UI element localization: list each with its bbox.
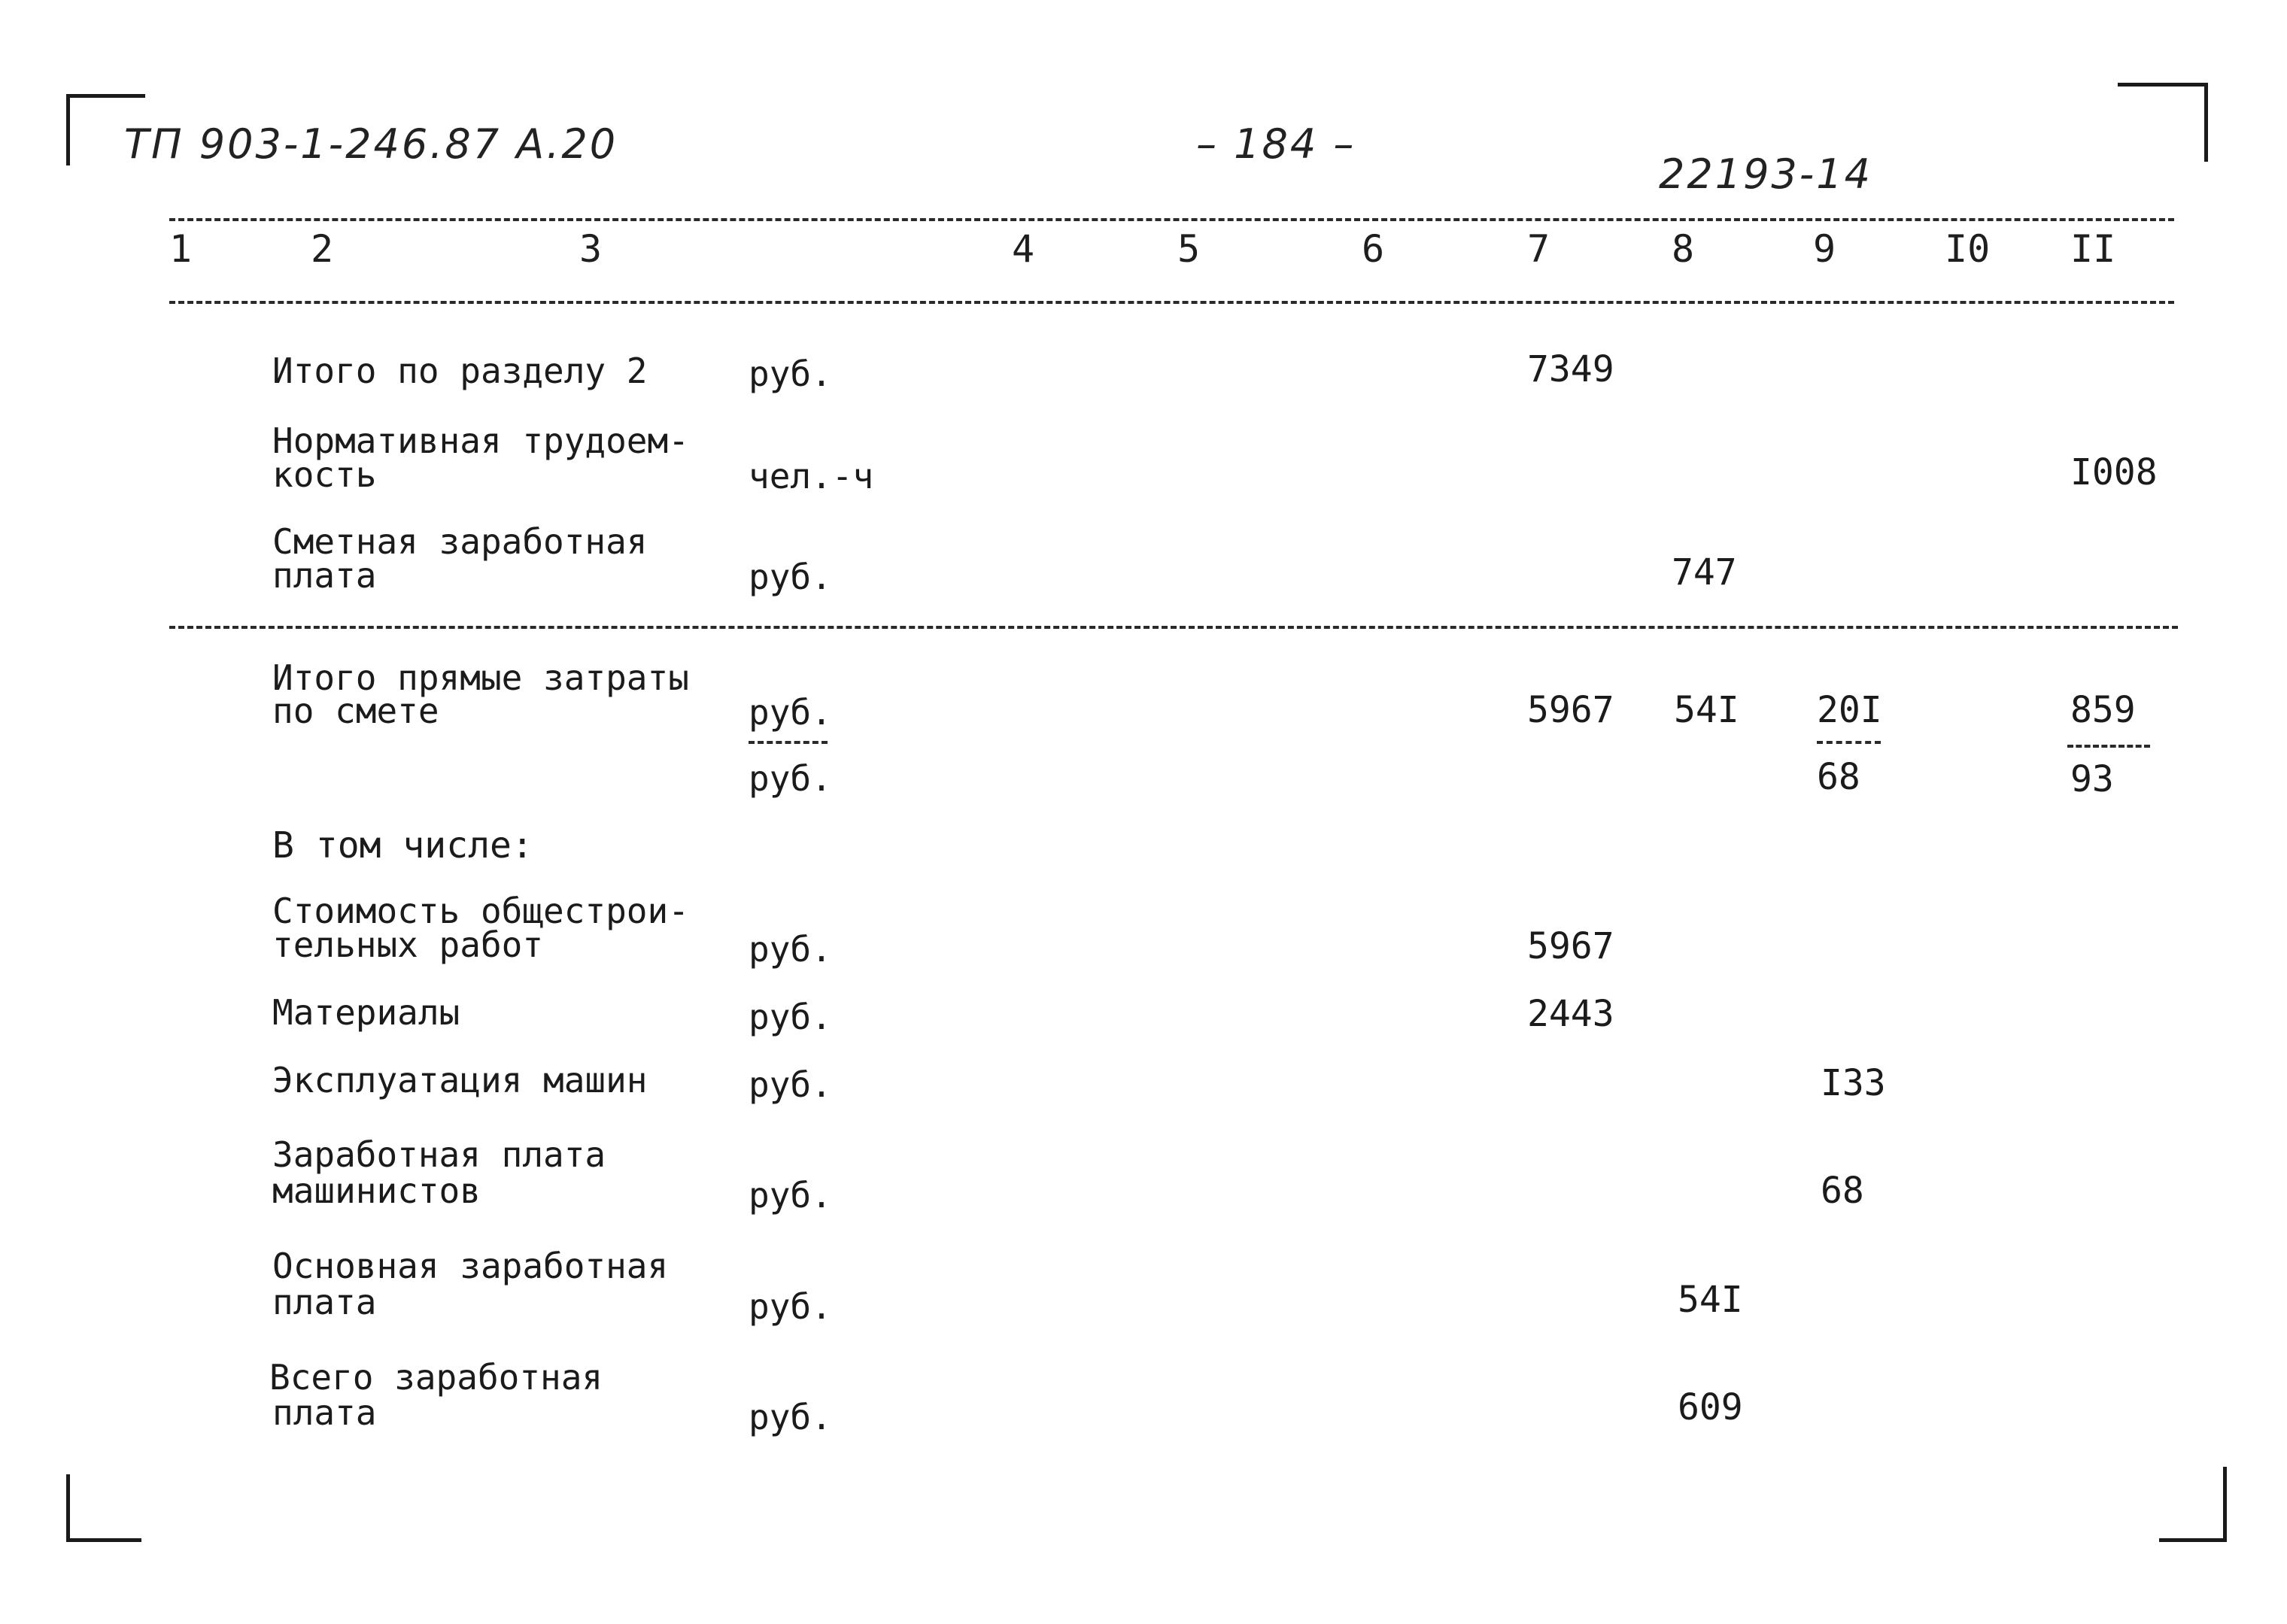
row-unit-secondary: руб. [749, 758, 832, 799]
column-header-rule [169, 301, 2174, 304]
row-unit: руб. [749, 354, 832, 394]
row-label: Материалы [272, 992, 460, 1033]
row-label-line2: кость [272, 454, 377, 495]
row-label-line2: плата [272, 1392, 377, 1433]
cell-col7: 5967 [1527, 689, 1614, 731]
column-number-5: 5 [1177, 227, 1201, 271]
row-label-line2: плата [272, 1282, 377, 1322]
sheet-id: 22193-14 [1659, 150, 1872, 198]
row-label-line1: Заработная плата [272, 1134, 606, 1175]
row-label-line2: машинистов [272, 1170, 481, 1211]
column-number-9: 9 [1813, 227, 1836, 271]
column-number-8: 8 [1672, 227, 1695, 271]
row-label-line2: тельных работ [272, 924, 544, 965]
row-label-line2: плата [272, 555, 377, 596]
cell-col11-secondary: 93 [2070, 758, 2114, 800]
corner-mark-bottom-right [2159, 1467, 2227, 1542]
col9-fraction-line [1817, 741, 1881, 744]
row-label-line1: Сметная заработная [272, 521, 648, 562]
row-unit: чел.-ч [749, 456, 874, 496]
row-label-line2: по смете [272, 691, 439, 731]
corner-mark-bottom-left [66, 1474, 141, 1542]
row-unit: руб. [749, 1064, 832, 1105]
column-number-3: 3 [579, 227, 603, 271]
column-number-1: 1 [169, 227, 193, 271]
row-unit: руб. [749, 1286, 832, 1327]
column-number-11: II [2070, 227, 2116, 271]
col11-fraction-line [2067, 745, 2150, 748]
row-unit: руб. [749, 1175, 832, 1216]
cell-col8: 54I [1678, 1279, 1743, 1321]
document-code: ТП 903-1-246.87 А.20 [124, 120, 618, 168]
cell-col8: 609 [1678, 1386, 1743, 1428]
cell-col9: 20I [1817, 689, 1882, 731]
column-number-10: I0 [1945, 227, 1991, 271]
row-unit: руб. [749, 557, 832, 597]
cell-col9: I33 [1821, 1062, 1886, 1104]
row-label-line1: Основная заработная [272, 1246, 669, 1286]
cell-col11: I008 [2070, 451, 2158, 493]
cell-col7: 5967 [1527, 925, 1614, 967]
cell-col9: 68 [1821, 1170, 1864, 1212]
cell-col8: 54I [1674, 689, 1739, 731]
column-number-7: 7 [1527, 227, 1550, 271]
row-label-line1: Нормативная трудоем- [272, 420, 689, 461]
row-label-line1: Всего заработная [269, 1357, 603, 1398]
column-number-4: 4 [1012, 227, 1035, 271]
row-unit: руб. [749, 692, 832, 733]
row-label: Эксплуатация машин [272, 1060, 648, 1100]
row-label-line1: Стоимость общестрои- [272, 891, 689, 931]
cell-col7: 2443 [1527, 993, 1614, 1035]
cell-col8: 747 [1672, 551, 1737, 593]
corner-mark-top-right [2118, 83, 2208, 162]
row-label: Итого по разделу 2 [272, 351, 648, 391]
row-unit: руб. [749, 1397, 832, 1437]
row-unit: руб. [749, 997, 832, 1037]
cell-col7: 7349 [1527, 348, 1614, 390]
page-number: – 184 – [1196, 120, 1356, 168]
table-top-rule [169, 218, 2174, 221]
subsection-heading: В том числе: [272, 824, 533, 867]
cell-col11: 859 [2070, 689, 2136, 731]
column-number-2: 2 [311, 227, 334, 271]
row-label-line1: Итого прямые затраты [272, 657, 689, 698]
section-divider-rule [169, 626, 2178, 629]
column-number-6: 6 [1362, 227, 1385, 271]
cell-col9-secondary: 68 [1817, 756, 1860, 798]
row-unit: руб. [749, 929, 832, 970]
unit-fraction-line [749, 741, 828, 744]
